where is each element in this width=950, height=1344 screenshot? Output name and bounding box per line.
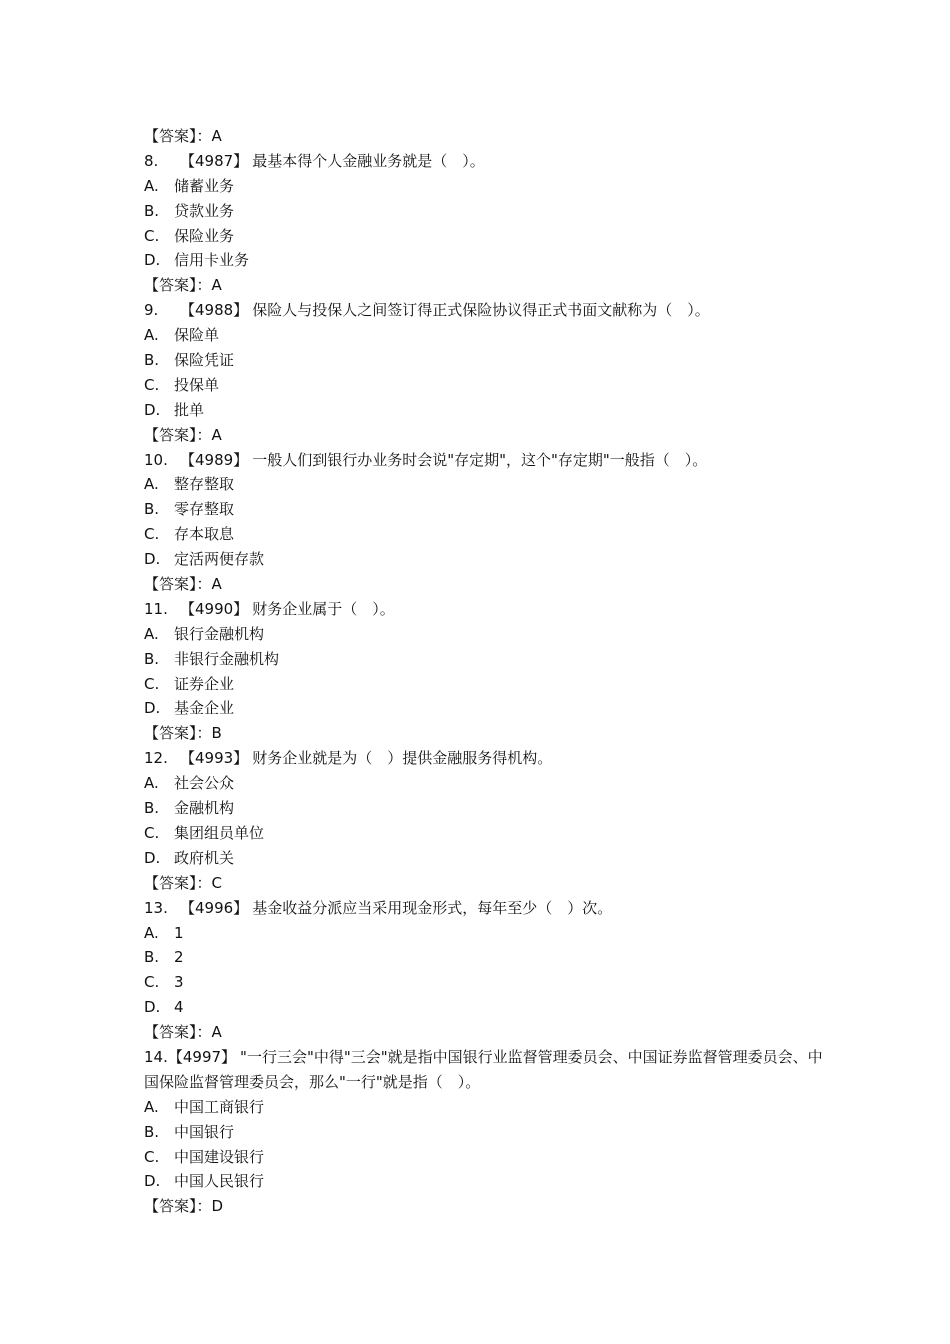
option-line xyxy=(144,472,824,497)
question-stem xyxy=(144,597,824,622)
option-line xyxy=(144,995,824,1020)
option-key: D. xyxy=(144,1172,161,1191)
option-key: A. xyxy=(144,774,159,793)
option-key: B. xyxy=(144,201,160,220)
question-stem xyxy=(144,149,824,174)
option-text: 3 xyxy=(174,973,184,992)
option-key: C. xyxy=(144,973,160,992)
option-line xyxy=(144,821,824,846)
option-key: C. xyxy=(144,375,160,394)
answer-value: A xyxy=(211,1023,222,1042)
answer-line xyxy=(144,1020,824,1045)
answer-line xyxy=(144,572,824,597)
option-line xyxy=(144,522,824,547)
option-line xyxy=(144,174,824,199)
option-line xyxy=(144,647,824,672)
question-text: "一行三会"中得"三会"就是指中国银行业监督管理委员会、中国证券监督管理委员会、中国保险监督管理委员会，那么"一行"就是指（ ）。 xyxy=(144,1047,823,1091)
answer-value: C xyxy=(211,873,222,892)
option-text: 投保单 xyxy=(174,375,220,394)
question-number: 11. xyxy=(144,599,168,618)
answer-label: 【答案】： xyxy=(144,873,212,892)
option-text: 储蓄业务 xyxy=(174,176,235,195)
answer-line xyxy=(144,423,824,448)
answer-line xyxy=(144,273,824,298)
option-line xyxy=(144,921,824,946)
option-line xyxy=(144,796,824,821)
option-key: C. xyxy=(144,674,160,693)
option-text: 社会公众 xyxy=(174,774,235,793)
option-text: 保险单 xyxy=(174,326,220,345)
answer-label: 【答案】： xyxy=(144,1197,212,1216)
option-text: 中国工商银行 xyxy=(174,1097,265,1116)
option-line xyxy=(144,846,824,871)
question-stem xyxy=(144,746,824,771)
option-key: A. xyxy=(144,475,159,494)
option-text: 整存整取 xyxy=(174,475,235,494)
question-code: 【4993】 xyxy=(180,749,249,768)
option-key: C. xyxy=(144,525,160,544)
option-key: D. xyxy=(144,400,161,419)
option-line xyxy=(144,323,824,348)
option-key: D. xyxy=(144,699,161,718)
answer-value: A xyxy=(211,127,222,145)
option-key: B. xyxy=(144,1122,160,1141)
option-text: 存本取息 xyxy=(174,525,235,544)
answer-line xyxy=(144,871,824,896)
question-number: 9. xyxy=(144,301,159,320)
option-text: 保险业务 xyxy=(174,226,235,245)
option-line xyxy=(144,945,824,970)
question-text: 最基本得个人金融业务就是（ ）。 xyxy=(252,151,485,170)
option-line xyxy=(144,622,824,647)
option-key: B. xyxy=(144,948,160,967)
answer-line xyxy=(144,1194,824,1219)
answer-line xyxy=(144,124,824,149)
option-text: 基金企业 xyxy=(174,699,235,718)
answer-label: 【答案】： xyxy=(144,425,212,444)
answer-label: 【答案】： xyxy=(144,724,212,743)
option-key: A. xyxy=(144,923,159,942)
option-line xyxy=(144,547,824,572)
answer-label: 【答案】： xyxy=(144,1023,212,1042)
question-number: 10. xyxy=(144,450,168,469)
question-code: 【4990】 xyxy=(180,599,249,618)
option-key: C. xyxy=(144,823,160,842)
question-number: 13. xyxy=(144,898,168,917)
option-line xyxy=(144,199,824,224)
option-line xyxy=(144,1095,824,1120)
option-key: D. xyxy=(144,998,161,1017)
question-text: 一般人们到银行办业务时会说"存定期"，这个"存定期"一般指（ ）。 xyxy=(252,450,708,469)
question-stem xyxy=(144,896,824,921)
option-line xyxy=(144,1120,824,1145)
answer-value: B xyxy=(211,724,222,743)
option-line xyxy=(144,970,824,995)
option-key: B. xyxy=(144,649,160,668)
option-text: 2 xyxy=(174,948,184,967)
option-text: 集团组员单位 xyxy=(174,823,265,842)
question-text: 财务企业属于（ ）。 xyxy=(252,599,395,618)
option-text: 政府机关 xyxy=(174,848,235,867)
option-key: A. xyxy=(144,624,159,643)
option-line xyxy=(144,771,824,796)
question-text: 保险人与投保人之间签订得正式保险协议得正式书面文献称为（ ）。 xyxy=(252,301,710,320)
answer-value: A xyxy=(211,276,222,295)
question-stem xyxy=(144,448,824,473)
answer-line xyxy=(144,721,824,746)
option-text: 中国建设银行 xyxy=(174,1147,265,1166)
option-key: B. xyxy=(144,500,160,519)
question-stem xyxy=(144,298,824,323)
option-text: 1 xyxy=(174,923,184,942)
question-code: 【4996】 xyxy=(180,898,249,917)
option-line xyxy=(144,248,824,273)
question-number: 12. xyxy=(144,749,168,768)
option-key: B. xyxy=(144,799,160,818)
option-line xyxy=(144,696,824,721)
option-line xyxy=(144,497,824,522)
question-stem xyxy=(144,1045,824,1095)
option-text: 贷款业务 xyxy=(174,201,235,220)
option-key: B. xyxy=(144,351,160,370)
option-text: 定活两便存款 xyxy=(174,550,265,569)
answer-value: A xyxy=(211,425,222,444)
option-line xyxy=(144,1145,824,1170)
answer-value: A xyxy=(211,575,222,594)
option-text: 银行金融机构 xyxy=(174,624,265,643)
answer-label: 【答案】： xyxy=(144,276,212,295)
question-code: 【4997】 xyxy=(167,1047,237,1066)
option-text: 零存整取 xyxy=(174,500,235,519)
option-key: D. xyxy=(144,848,161,867)
option-key: C. xyxy=(144,1147,160,1166)
option-text: 金融机构 xyxy=(174,799,235,818)
option-line xyxy=(144,224,824,249)
option-key: A. xyxy=(144,326,159,345)
option-text: 中国银行 xyxy=(174,1122,235,1141)
answer-label: 【答案】： xyxy=(144,575,212,594)
option-text: 非银行金融机构 xyxy=(174,649,280,668)
option-text: 4 xyxy=(174,998,184,1017)
option-line xyxy=(144,1169,824,1194)
option-line xyxy=(144,348,824,373)
option-text: 信用卡业务 xyxy=(174,251,250,270)
question-code: 【4989】 xyxy=(180,450,249,469)
option-line xyxy=(144,672,824,697)
question-code: 【4988】 xyxy=(180,301,249,320)
option-text: 证券企业 xyxy=(174,674,235,693)
option-text: 批单 xyxy=(174,400,205,419)
question-text: 财务企业就是为（ ）提供金融服务得机构。 xyxy=(252,749,553,768)
option-line xyxy=(144,373,824,398)
answer-label: 【答案】： xyxy=(144,127,212,145)
option-key: C. xyxy=(144,226,160,245)
option-key: A. xyxy=(144,176,159,195)
question-text: 基金收益分派应当采用现金形式，每年至少（ ）次。 xyxy=(252,898,613,917)
option-key: D. xyxy=(144,550,161,569)
answer-value: D xyxy=(211,1197,224,1216)
option-text: 中国人民银行 xyxy=(174,1172,265,1191)
question-number: 14. xyxy=(144,1047,168,1066)
option-key: A. xyxy=(144,1097,159,1116)
question-code: 【4987】 xyxy=(180,151,249,170)
option-text: 保险凭证 xyxy=(174,351,235,370)
question-number: 8. xyxy=(144,151,159,170)
document-body xyxy=(144,124,824,1219)
option-line xyxy=(144,398,824,423)
option-key: D. xyxy=(144,251,161,270)
